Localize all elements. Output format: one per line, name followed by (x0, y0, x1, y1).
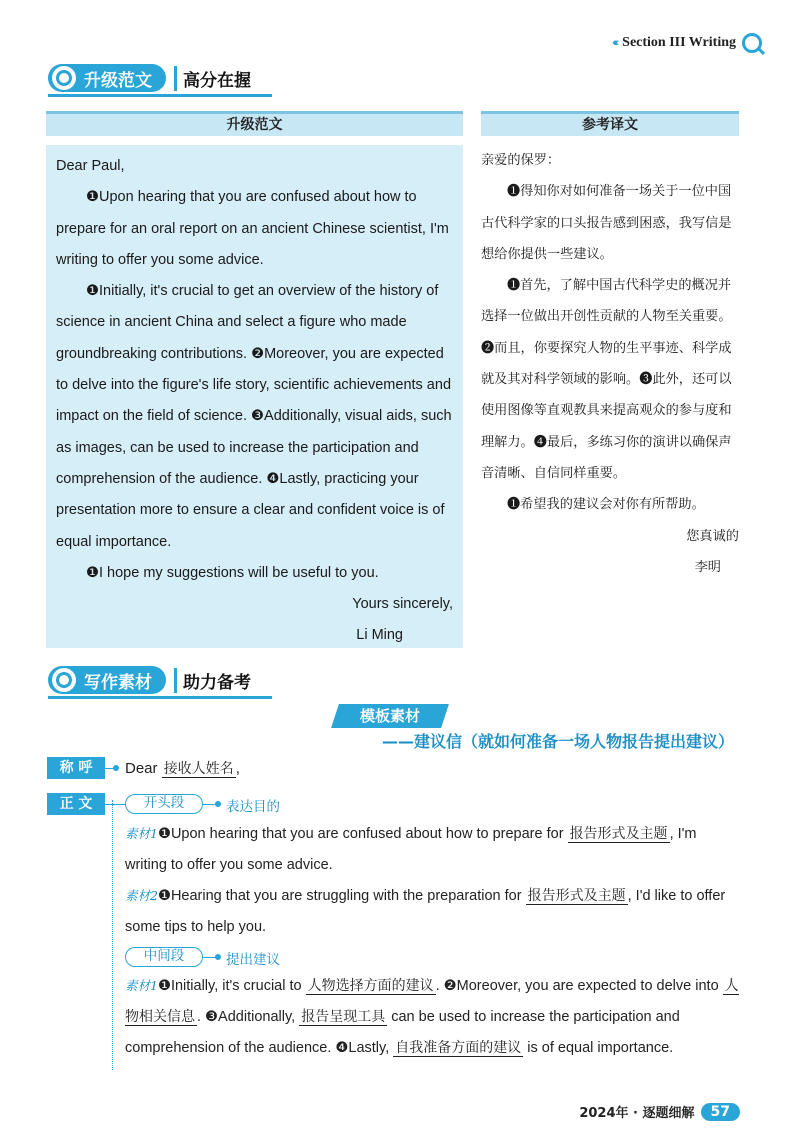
translation-paragraph-1: ❶得知你对如何准备一场关于一位中国古代科学家的口头报告感到困惑，我写信是想给你提供一些建议。 (481, 184, 732, 262)
chinese-translation (481, 145, 739, 583)
template-title: ——建议信（就如何准备一场人物报告提出建议） (381, 732, 734, 751)
opening-material-1: 素材1❶Upon hearing that you are confused about how to prepare for 报告形式及主题 , I'm writing to offer you some advice. (125, 826, 697, 873)
section-badge (48, 666, 166, 694)
section-title: Section III Writing (622, 35, 736, 50)
search-icon (742, 33, 762, 53)
salutation-line: Dear 接收人姓名 , (125, 760, 240, 777)
opening-material-2: 素材2❶Hearing that you are struggling with the preparation for 报告形式及主题 , I'd like to offer some tips to help you. (125, 888, 726, 935)
magnifier-icon (52, 66, 76, 90)
section-badge (48, 64, 166, 92)
page-header (612, 33, 762, 53)
translation-closing: 您真诚的 (686, 528, 739, 544)
connector-dot (113, 765, 119, 771)
section-underline (48, 696, 272, 699)
page-footer (579, 1102, 740, 1121)
magnifier-icon (52, 668, 76, 692)
section-heading-upgrade (48, 64, 251, 92)
body-tag: 正 文 (47, 793, 105, 815)
section-heading-materials (48, 666, 251, 694)
translation-paragraph-2: ❶首先，了解中国古代科学史的概况并选择一位做出开创性贡献的人物至关重要。❷而且，你要探究人物的生平事迹、科学成就及其对科学领域的影响。❸此外，还可以使用图像等直观教具来提高观众的参与度和理解力。❹最后，多练习你的演讲以确保声音清晰、自信同样重要。 (481, 278, 732, 481)
section-badge-label: 写作素材 (84, 672, 152, 693)
page-number: 57 (701, 1103, 740, 1121)
essay-closing: Yours sincerely, (352, 596, 453, 613)
blank-figure-selection: 人物选择方面的建议 (307, 978, 434, 994)
blank-presentation-tools: 报告呈现工具 (301, 1009, 386, 1025)
opening-note: 表达目的 (226, 799, 280, 815)
translation-signature: 李明 (694, 559, 721, 575)
section-subtitle: 助力备考 (174, 668, 251, 693)
en-column-header: 升级范文 (46, 111, 463, 136)
middle-note: 提出建议 (226, 952, 280, 968)
middle-material-1: 素材1❶Initially, it's crucial to 人物选择方面的建议 . ❷Moreover, you are expected to delve into 人物相关信息 . ❸Additionally, 报告呈现工具 can be used to increase the participation and comprehension of the audience. ❹Lastly, 自我准备方面的建议 is of equal importance. (125, 978, 739, 1056)
essay-paragraph-1: ❶Upon hearing that you are confused about how to prepare for an oral report on an ancient Chinese scientist, I'm writing to offer you some advice. (56, 189, 449, 268)
section-badge-label: 升级范文 (84, 70, 152, 91)
connector-dot (215, 801, 221, 807)
opening-pill: 开头段 (125, 794, 203, 814)
essay-signature: Li Ming (356, 627, 403, 644)
salutation-tag: 称 呼 (47, 757, 105, 779)
blank-report-form: 报告形式及主题 (527, 888, 626, 904)
essay-greeting: Dear Paul, (56, 158, 125, 174)
template-badge: 模板素材 (331, 704, 449, 728)
essay-paragraph-3: ❶I hope my suggestions will be useful to you. (86, 564, 379, 581)
blank-self-preparation: 自我准备方面的建议 (395, 1040, 522, 1056)
translation-paragraph-3: ❶希望我的建议会对你有所帮助。 (507, 497, 705, 513)
section-subtitle: 高分在握 (174, 66, 251, 91)
blank-report-form: 报告形式及主题 (569, 826, 668, 842)
body-bracket-line (112, 800, 113, 1070)
connector-dot (215, 954, 221, 960)
zh-column-header: 参考译文 (481, 111, 739, 136)
blank-figure-info: 人物相关信息 (125, 978, 739, 1025)
connector-line (105, 804, 125, 805)
chevron-arrows-icon: ‹‹‹‹‹‹ (612, 37, 617, 49)
book-title: 2024年 · 逐题细解 (579, 1106, 695, 1121)
section-underline (48, 94, 272, 97)
middle-pill: 中间段 (125, 947, 203, 967)
essay-paragraph-2: ❶Initially, it's crucial to get an overview of the history of science in ancient China and select a figure who made groundbreaking contributions. ❷Moreover, you are expected to delve into the figure's life story, scientific achievements and impact on the field of science. ❸Additionally, visual aids, such as images, can be used to increase the participation and comprehension of the audience. ❹Lastly, practicing your presentation more to ensure a clear and confident voice is of equal importance. (56, 283, 452, 550)
english-essay (46, 145, 463, 648)
translation-greeting: 亲爱的保罗： (481, 153, 561, 168)
blank-recipient-name: 接收人姓名 (163, 761, 234, 777)
